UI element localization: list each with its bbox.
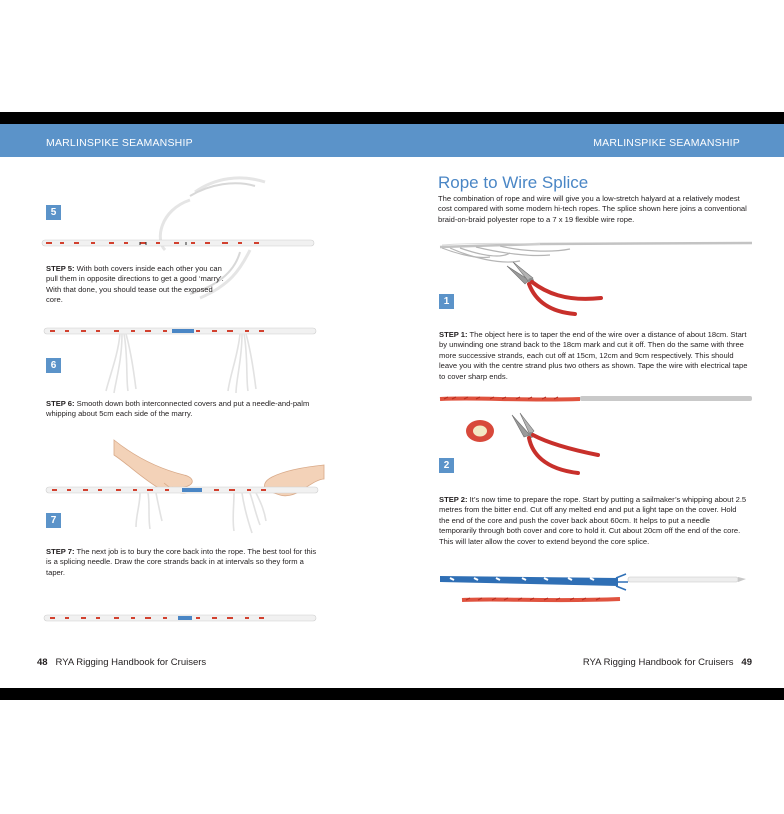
step-7-badge: 7 <box>46 513 61 528</box>
header-band <box>0 124 784 157</box>
top-black-bar <box>0 112 784 124</box>
bottom-black-bar <box>0 688 784 700</box>
hands-pulling-rope-illustration <box>44 435 329 545</box>
side-cutter-pliers-icon-2 <box>508 413 608 478</box>
side-cutter-pliers-icon <box>505 262 610 317</box>
step-5-badge: 5 <box>46 205 61 220</box>
step-7-text <box>46 547 321 578</box>
rope-finished-illustration <box>44 613 324 625</box>
left-page-number: 48 <box>37 657 48 668</box>
step-2-label: STEP 2: <box>439 495 468 504</box>
left-running-head: MARLINSPIKE SEAMANSHIP <box>46 137 193 149</box>
step-1-body: The object here is to taper the end of the wire over a distance of about 18cm. Start by unwinding one strand back to the 18cm mark and cut it off. Then do the same with three more successive strands, each cut off at 15cm, 12cm and 9cm respectively. This should leave you with the centre strand plus two others as shown. Tape the wire with electrical tape to cover sharp ends. <box>439 330 748 381</box>
step-1-text <box>439 330 749 382</box>
page-title: Rope to Wire Splice <box>438 173 589 192</box>
taped-wire-illustration <box>440 392 755 406</box>
step-7-label: STEP 7: <box>46 547 75 556</box>
left-book-title: RYA Rigging Handbook for Cruisers <box>55 657 207 668</box>
step-6-body: Smooth down both interconnected covers and put a needle-and-palm whipping about 5cm each side of the marry. <box>46 399 310 419</box>
right-book-title: RYA Rigging Handbook for Cruisers <box>582 657 734 668</box>
left-footer <box>37 657 206 668</box>
step-2-badge: 2 <box>439 458 454 473</box>
right-footer <box>583 657 752 668</box>
tape-roll-icon <box>463 418 497 444</box>
step-5-label: STEP 5: <box>46 264 75 273</box>
step-6-text <box>46 399 321 420</box>
intro-text: The combination of rope and wire will give you a low-stretch halyard at a relatively modest cost compared with some modern hi-tech ropes. The splice shown here joins a conventional braid-on-braid polyester rope to a 7 x 19 flexible wire rope. <box>438 194 747 224</box>
step-1-label: STEP 1: <box>439 330 468 339</box>
step-7-body: The next job is to bury the core back into the rope. The best tool for this is a splicing needle. Draw the core strands back in at intervals so they form a taper. <box>46 547 317 577</box>
step-1-badge: 1 <box>439 294 454 309</box>
step-6-badge: 6 <box>46 358 61 373</box>
rope-splice-step6-illustration <box>44 325 324 395</box>
right-page-number: 49 <box>741 657 752 668</box>
step-5-text <box>46 264 226 306</box>
right-running-head: MARLINSPIKE SEAMANSHIP <box>593 137 740 149</box>
step-5-body: With both covers inside each other you can pull them in opposite directions to get a good ‘marry’. With that done, you should tease out the exposed core. <box>46 264 224 305</box>
step-2-text <box>439 495 749 547</box>
step-6-label: STEP 6: <box>46 399 75 408</box>
step-2-body: It’s now time to prepare the rope. Start by putting a sailmaker’s whipping about 2.5 metres from the bitter end. Cut off any melted end and put a light tape on the cover. Hold the end of the core and push the cover back about 60cm. It helps to put a needle temporarily through both cover and core to hold it. Cut about 20cm off the end of the core. This will later allow the cover to extend beyond the core splice. <box>439 495 747 546</box>
blue-cover-rope-illustration <box>440 568 755 608</box>
